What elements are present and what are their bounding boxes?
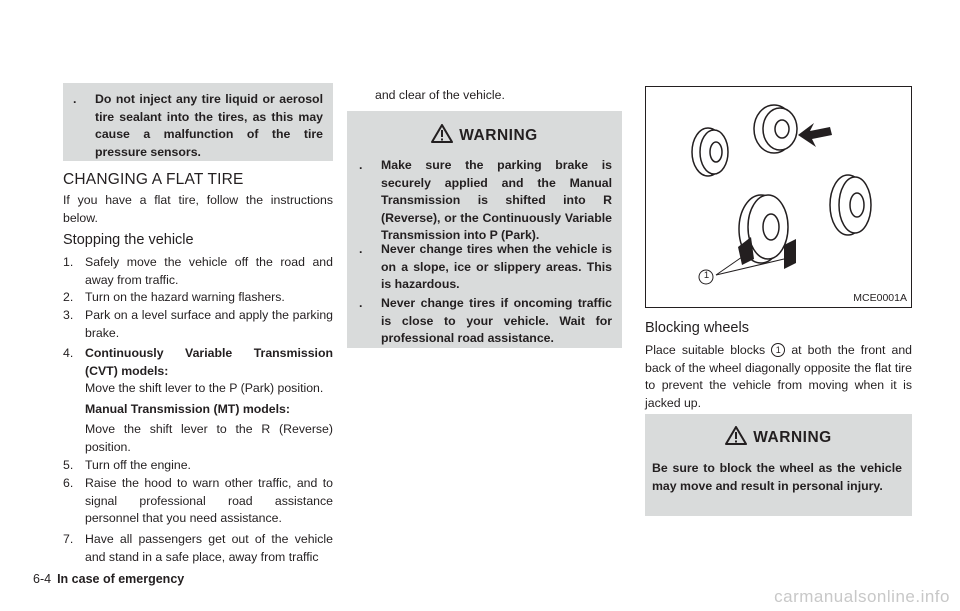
notice-box: . Do not inject any tire liquid or aerosol tire sealant into the tires, as this may cause a malfunction of the tire pressure sensors. — [63, 83, 333, 161]
warning-box-blocking — [645, 414, 912, 516]
page-number: 6-4 — [33, 572, 52, 586]
warning-triangle-icon — [725, 426, 747, 445]
figure-id: MCE0001A — [853, 292, 907, 304]
warning-title-blocking: WARNING — [645, 426, 912, 447]
subheading-stopping: Stopping the vehicle — [63, 232, 194, 248]
section-name: In case of emergency — [57, 572, 185, 586]
warning-title-main: WARNING — [347, 124, 622, 145]
intro-paragraph: If you have a flat tire, follow the instructions below. — [63, 193, 333, 225]
blocking-paragraph: Place suitable blocks 1 at both the front and back of the wheel diagonally opposite the flat tire to prevent the vehicle from moving when it is jacked up. — [645, 343, 913, 410]
warning-triangle-icon — [431, 124, 453, 143]
wheel-blocking-figure — [645, 86, 912, 308]
section-heading: CHANGING A FLAT TIRE — [63, 171, 244, 188]
subheading-blocking: Blocking wheels — [645, 320, 749, 336]
warning-box-main: WARNING . Make sure the parking brake is securely applied and the Manual Transmission is shifted into R (Reverse), or the Continuously Variable Transmission into P (Park). . Never change tires when the vehicle is on a slope, ice or slippery areas. This is hazardous. . Never change tires if oncoming traffic is close to your vehicle. Wait for professional road assistance. — [347, 111, 622, 348]
watermark: carmanualsonline.info — [774, 587, 950, 606]
continuation-text: and clear of the vehicle. — [375, 88, 505, 102]
warning-blocking-text: Be sure to block the wheel as the vehicle may move and result in personal injury. — [652, 461, 902, 493]
page-footer — [33, 572, 184, 586]
callout-1-icon: 1 — [771, 343, 785, 357]
wheel-illustration — [646, 87, 911, 307]
callout-number: 1 — [703, 270, 710, 281]
